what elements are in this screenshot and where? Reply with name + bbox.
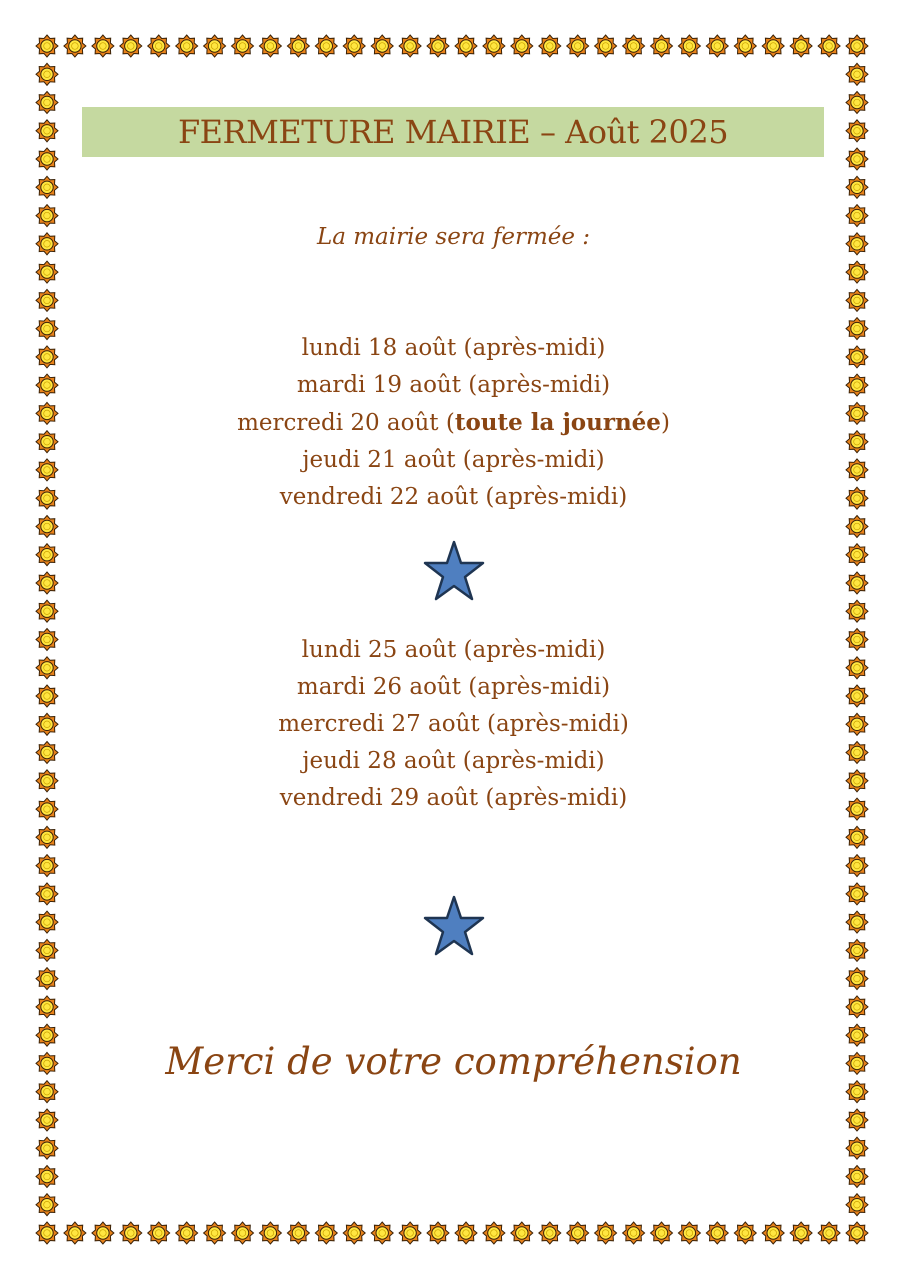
closing-day-prefix: mercredi 20 août ( (237, 410, 455, 436)
closing-day: vendredi 29 août (après-midi) (279, 785, 628, 811)
closing-day: lundi 25 août (après-midi) (301, 637, 606, 663)
closing-day: mardi 19 août (après-midi) (296, 372, 611, 398)
star-icon (423, 540, 485, 602)
full-day-label: toute la journée (454, 409, 661, 436)
closing-day: jeudi 21 août (après-midi) (302, 447, 605, 473)
closing-day: lundi 18 août (après-midi) (301, 335, 606, 361)
intro-text: La mairie sera fermée : (316, 224, 591, 250)
closing-day-suffix: ) (660, 410, 670, 436)
closing-day: mercredi 27 août (après-midi) (278, 711, 629, 737)
title-banner (82, 107, 824, 157)
closing-days-week-2 (0, 632, 907, 817)
thanks-message: Merci de votre compréhension (165, 1040, 742, 1083)
closing-days-week-1 (0, 330, 907, 516)
closing-day (0, 404, 907, 442)
star-icon (423, 895, 485, 957)
closing-day: vendredi 22 août (après-midi) (279, 484, 628, 510)
closing-day: jeudi 28 août (après-midi) (302, 748, 605, 774)
page-title: FERMETURE MAIRIE – Août 2025 (177, 113, 729, 151)
closing-day: mardi 26 août (après-midi) (296, 674, 611, 700)
